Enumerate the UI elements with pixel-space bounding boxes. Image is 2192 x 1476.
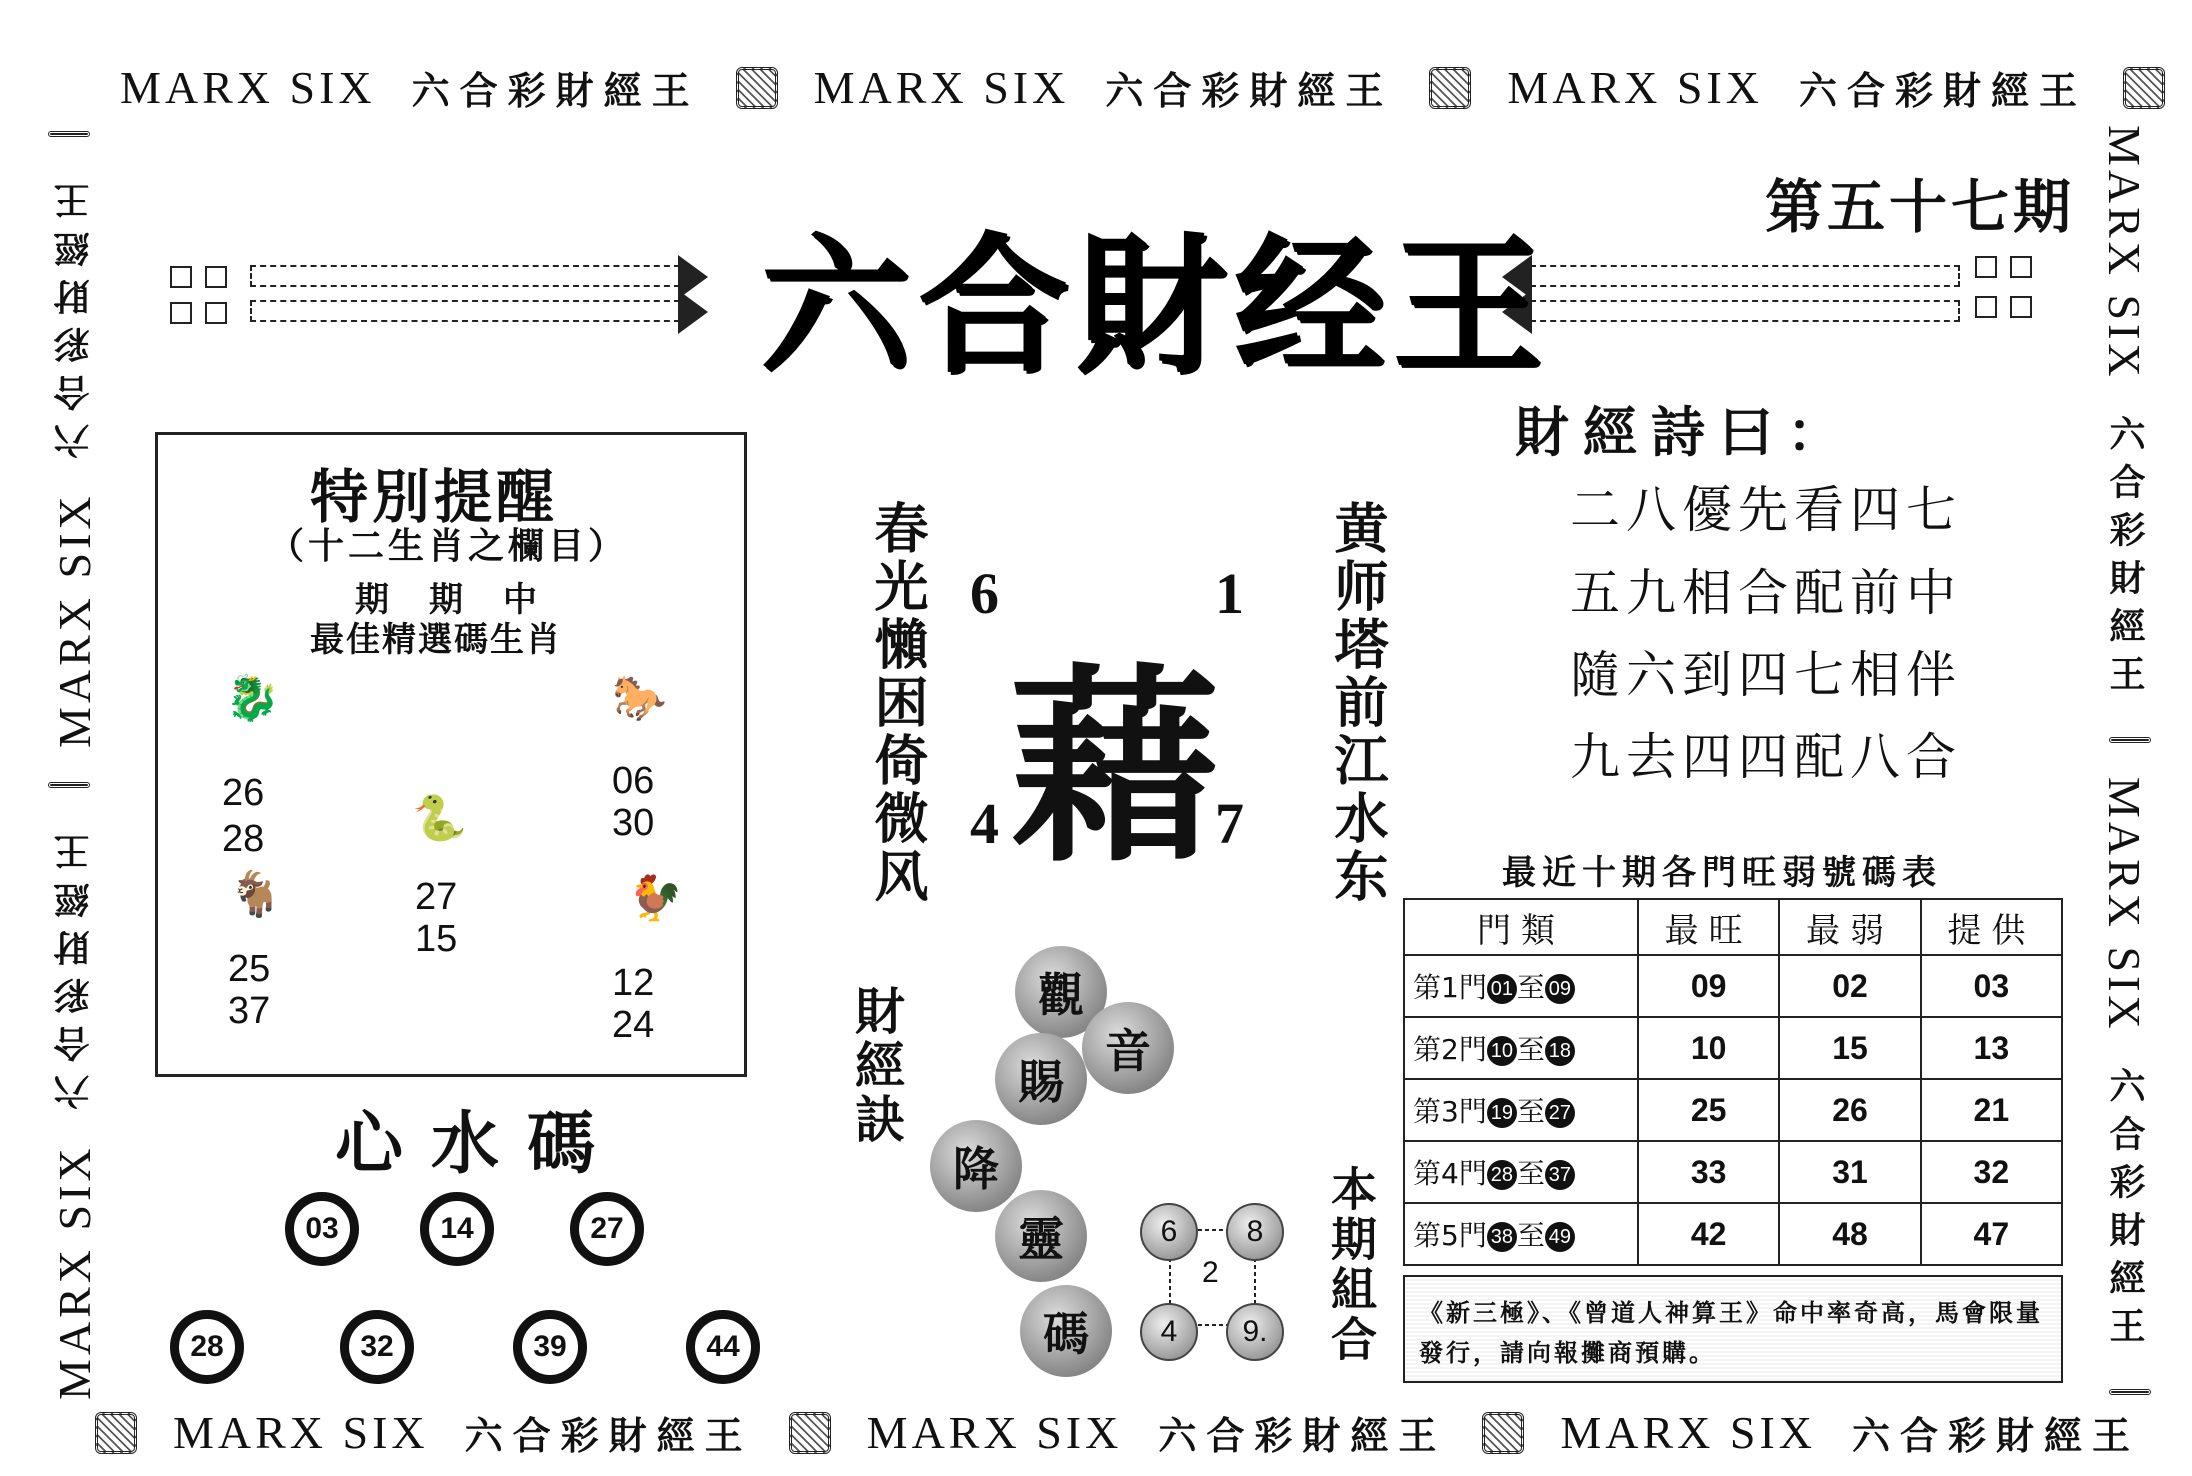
horse-icon: 🐎	[612, 673, 667, 724]
reminder-line2: 最佳精選碼生肖	[310, 620, 562, 660]
range-start: 28	[1487, 1160, 1517, 1190]
range-end: 18	[1545, 1036, 1575, 1066]
combo-center: 2	[1202, 1256, 1219, 1289]
number-ball: 28	[170, 1310, 244, 1384]
max-cell: 33	[1638, 1141, 1779, 1203]
number-ball: 39	[513, 1310, 587, 1384]
max-cell: 42	[1638, 1203, 1779, 1265]
border-cn: 六合彩財經王	[2104, 1066, 2146, 1355]
door-label: 第4門	[1413, 1157, 1487, 1190]
square-icon	[1975, 256, 1997, 278]
zodiac-number: 28	[222, 818, 265, 860]
max-cell: 10	[1638, 1017, 1779, 1079]
character-ball: 降	[930, 1120, 1022, 1212]
door-label: 第3門	[1413, 1095, 1487, 1128]
column-header: 最旺	[1638, 899, 1779, 955]
character-ball: 靈	[995, 1190, 1087, 1282]
knot-icon	[48, 131, 90, 137]
knot-icon	[1482, 1412, 1524, 1454]
arrow-right-icon	[250, 265, 680, 287]
zodiac-number: 30	[612, 802, 655, 844]
table-row	[1404, 1017, 2062, 1079]
border-en: MARX SIX	[120, 62, 376, 113]
knot-icon	[48, 782, 90, 788]
stats-table	[1403, 898, 2063, 1266]
border-en: MARX SIX	[49, 1144, 100, 1400]
range-start: 01	[1487, 974, 1517, 1004]
number-ball: 32	[340, 1310, 414, 1384]
border-en: MARX SIX	[2099, 125, 2150, 381]
knot-icon	[2109, 737, 2151, 743]
xinshui-title: 心水碼	[335, 1104, 624, 1184]
zodiac-number: 26	[222, 772, 265, 814]
border-en: MARX SIX	[1507, 62, 1763, 113]
max-cell: 09	[1638, 955, 1779, 1017]
reminder-line1: 期期中	[355, 580, 577, 620]
table-header-row	[1404, 899, 2062, 955]
knot-icon	[95, 1412, 137, 1454]
column-header: 最弱	[1779, 899, 1920, 955]
number-ball: 14	[420, 1192, 494, 1266]
min-cell: 48	[1779, 1203, 1920, 1265]
range-to: 至	[1516, 1095, 1545, 1128]
dragon-icon: 🐉	[225, 673, 280, 724]
snake-icon: 🐍	[412, 793, 467, 844]
range-start: 38	[1487, 1222, 1517, 1252]
poem-line: 隨六到四七相伴	[1570, 646, 1962, 704]
border-cn: 六合彩財經王	[1158, 1413, 1447, 1458]
table-title: 最近十期各門旺弱號碼表	[1502, 853, 1942, 893]
center-character: 藉	[1010, 644, 1221, 891]
square-icon	[1975, 296, 1997, 318]
door-cell	[1404, 1203, 1638, 1265]
door-cell	[1404, 1079, 1638, 1141]
square-icon	[2010, 256, 2032, 278]
combo-label: 本期組合	[1324, 1165, 1378, 1365]
number-ball: 03	[285, 1192, 359, 1266]
column-header: 提供	[1921, 899, 2062, 955]
arrow-left-icon	[1530, 300, 1960, 322]
knot-icon	[1429, 67, 1471, 109]
main-title: 六合財经王	[760, 220, 1551, 394]
table-row	[1404, 1079, 2062, 1141]
range-to: 至	[1516, 1157, 1545, 1190]
poem-line: 五九相合配前中	[1570, 564, 1962, 622]
combo-ball: 8	[1226, 1203, 1284, 1261]
issue-number: 第五十七期	[1765, 173, 2076, 241]
border-en: MARX SIX	[49, 492, 100, 749]
column-header: 門類	[1404, 899, 1638, 955]
range-end: 27	[1545, 1098, 1575, 1128]
center-digit: 6	[970, 561, 999, 626]
door-cell	[1404, 1017, 1638, 1079]
border-cn: 六合彩財經王	[53, 170, 95, 459]
square-icon	[205, 266, 227, 288]
border-cn: 六合彩財經王	[464, 1413, 753, 1458]
door-label: 第5門	[1413, 1219, 1487, 1252]
center-digit: 1	[1215, 561, 1244, 626]
border-left	[48, 140, 101, 1400]
number-ball: 44	[686, 1310, 760, 1384]
square-icon	[205, 302, 227, 324]
number-ball: 27	[570, 1192, 644, 1266]
center-digit: 4	[970, 791, 999, 856]
border-cn: 六合彩財經王	[1105, 68, 1394, 113]
border-bottom	[95, 1405, 2140, 1460]
border-en: MARX SIX	[813, 62, 1070, 113]
rooster-icon: 🐓	[628, 873, 683, 924]
poem-right: 黄师塔前江水东	[1326, 500, 1390, 906]
zodiac-number: 25	[228, 948, 271, 990]
offer-cell: 47	[1921, 1203, 2062, 1265]
knot-icon	[789, 1412, 831, 1454]
square-icon	[170, 302, 192, 324]
poem-line: 二八優先看四七	[1570, 481, 1962, 539]
door-cell	[1404, 955, 1638, 1017]
knot-icon	[2109, 1389, 2151, 1395]
knot-icon	[2123, 67, 2165, 109]
max-cell: 25	[1638, 1079, 1779, 1141]
poem-line: 九去四四配八合	[1570, 728, 1962, 786]
arrow-right-icon	[250, 300, 680, 322]
center-digit: 7	[1215, 791, 1244, 856]
range-start: 10	[1487, 1036, 1517, 1066]
range-to: 至	[1516, 1219, 1545, 1252]
poem-title: 財經詩曰：	[1515, 400, 1855, 464]
zodiac-number: 37	[228, 990, 271, 1032]
poem-left: 春光懶困倚微风	[866, 500, 930, 906]
border-en: MARX SIX	[866, 1407, 1123, 1458]
offer-cell: 13	[1921, 1017, 2062, 1079]
zodiac-number: 24	[612, 1004, 655, 1046]
range-to: 至	[1516, 1033, 1545, 1066]
combo-ball: 4	[1140, 1303, 1198, 1361]
border-cn: 六合彩財經王	[53, 822, 95, 1111]
range-to: 至	[1516, 971, 1545, 1004]
min-cell: 02	[1779, 955, 1920, 1017]
square-icon	[170, 266, 192, 288]
character-ball: 觀	[1015, 946, 1107, 1038]
combo-ball: 9.	[1226, 1303, 1284, 1361]
arrow-left-icon	[1530, 265, 1960, 287]
notice: 《新三極》、《曾道人神算王》命中率奇高，馬會限量發行，請向報攤商預購。	[1403, 1275, 2063, 1383]
zodiac-number: 15	[415, 918, 458, 960]
combo-ball: 6	[1140, 1203, 1198, 1261]
table-row	[1404, 1203, 2062, 1265]
range-end: 09	[1545, 974, 1575, 1004]
goat-icon: 🐐	[228, 869, 283, 920]
border-cn: 六合彩財經王	[1852, 1413, 2141, 1458]
min-cell: 31	[1779, 1141, 1920, 1203]
character-ball: 音	[1082, 1002, 1174, 1094]
jue-label: 財經訣	[847, 985, 906, 1147]
border-right	[2098, 125, 2151, 1395]
border-cn: 六合彩財經王	[2104, 414, 2146, 703]
door-cell	[1404, 1141, 1638, 1203]
min-cell: 26	[1779, 1079, 1920, 1141]
table-row	[1404, 1141, 2062, 1203]
knot-icon	[736, 67, 778, 109]
range-end: 49	[1545, 1222, 1575, 1252]
zodiac-number: 12	[612, 962, 655, 1004]
table-row	[1404, 955, 2062, 1017]
border-cn: 六合彩財經王	[1799, 68, 2088, 113]
door-label: 第2門	[1413, 1033, 1487, 1066]
zodiac-number: 27	[415, 876, 458, 918]
border-en: MARX SIX	[173, 1407, 429, 1458]
character-ball: 賜	[995, 1033, 1087, 1125]
min-cell: 15	[1779, 1017, 1920, 1079]
range-start: 19	[1487, 1098, 1517, 1128]
reminder-subtitle: （十二生肖之欄目）	[268, 525, 629, 567]
zodiac-number: 06	[612, 760, 655, 802]
border-en: MARX SIX	[2099, 777, 2150, 1033]
border-cn: 六合彩財經王	[411, 68, 700, 113]
character-ball: 碼	[1020, 1285, 1112, 1377]
offer-cell: 21	[1921, 1079, 2062, 1141]
range-end: 37	[1545, 1160, 1575, 1190]
offer-cell: 03	[1921, 955, 2062, 1017]
square-icon	[2010, 296, 2032, 318]
offer-cell: 32	[1921, 1141, 2062, 1203]
door-label: 第1門	[1413, 971, 1487, 1004]
reminder-title: 特別提醒	[310, 463, 559, 531]
border-top	[120, 60, 2165, 115]
border-en: MARX SIX	[1560, 1407, 1816, 1458]
